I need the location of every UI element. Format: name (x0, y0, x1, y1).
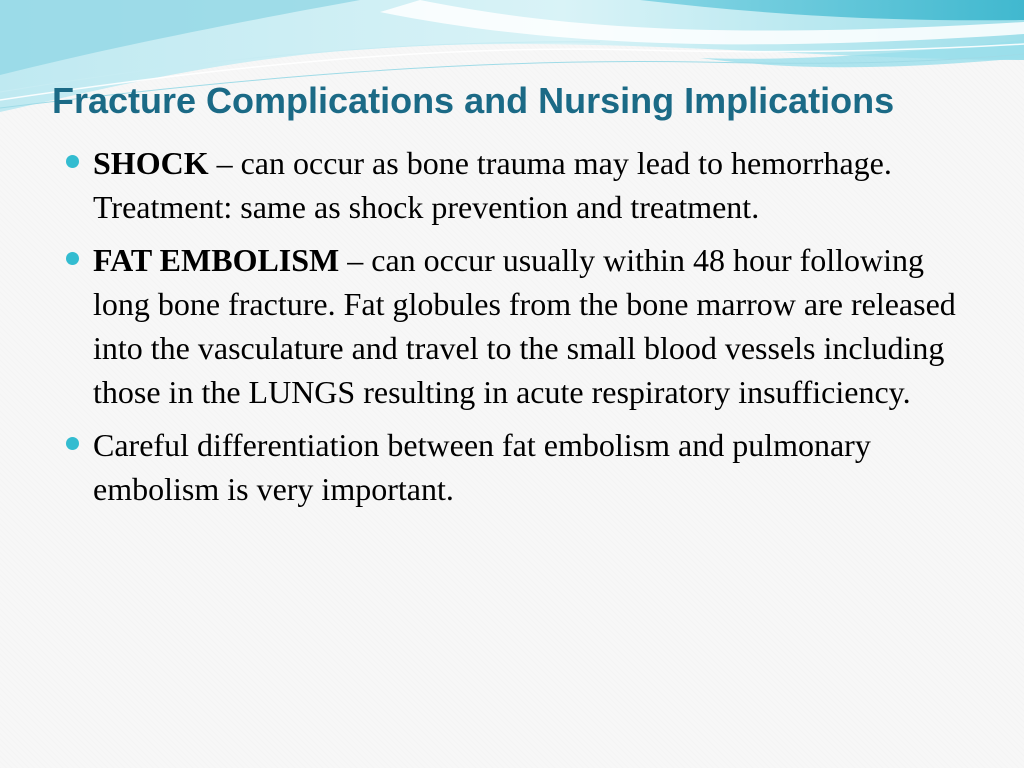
bullet-item-shock (64, 141, 964, 229)
bullet-term: FAT EMBOLISM (93, 242, 340, 278)
bullet-item-fat-embolism (64, 238, 964, 414)
bullet-text: – can occur usually within 48 hour following long bone fracture. Fat globules from the bone marrow are released into the vasculature and travel to the small blood vessels including those in the LUNGS resulting in acute respiratory insufficiency. (93, 242, 956, 410)
slide-title: Fracture Complications and Nursing Implications (52, 80, 895, 121)
bullet-text: Careful differentiation between fat embolism and pulmonary embolism is very important. (93, 427, 871, 507)
bullet-list (64, 141, 964, 520)
bullet-text: – can occur as bone trauma may lead to hemorrhage. Treatment: same as shock prevention and treatment. (93, 145, 892, 225)
bullet-marker-icon (66, 155, 79, 168)
bullet-term: SHOCK (93, 145, 209, 181)
bullet-marker-icon (66, 252, 79, 265)
bullet-item-differentiation (64, 423, 964, 511)
bullet-marker-icon (66, 437, 79, 450)
